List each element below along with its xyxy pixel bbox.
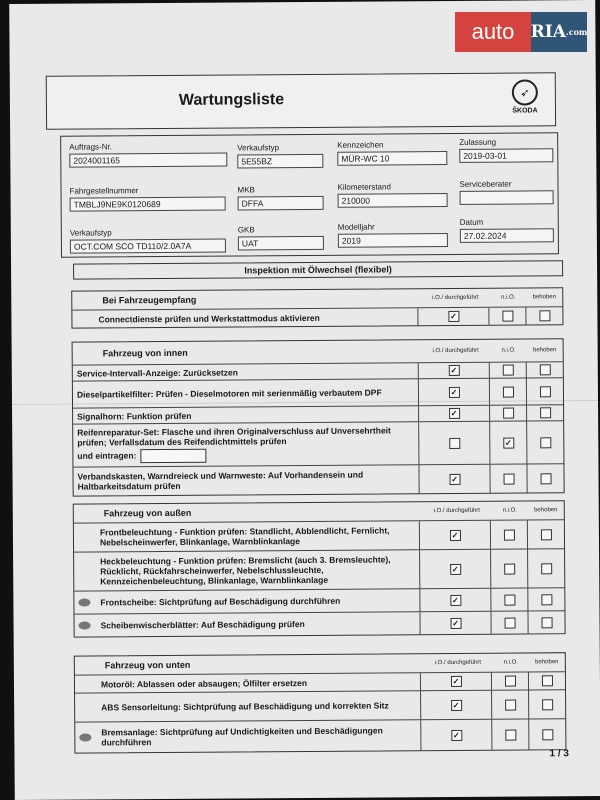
row-text	[74, 589, 419, 613]
watermark-ria-text: RIA	[530, 22, 566, 42]
field-label: Zulassung	[459, 137, 497, 147]
checkbox-io[interactable]: ✓	[449, 529, 460, 540]
checkbox-nio[interactable]	[505, 699, 516, 710]
eye-icon	[78, 599, 90, 607]
field-label: Modelljahr	[337, 222, 375, 232]
checklist-row	[72, 306, 562, 327]
cell-behoben	[526, 378, 563, 404]
field-label: Auftrags-Nr.	[69, 142, 112, 152]
field-value: 2019	[338, 233, 448, 248]
checkbox-nio[interactable]	[503, 473, 514, 484]
col-behoben: behoben	[535, 659, 559, 666]
col-behoben: behoben	[532, 294, 556, 301]
section-header	[72, 288, 562, 309]
cell-nio	[491, 690, 528, 718]
checkbox-io[interactable]	[449, 437, 460, 448]
cell-io	[419, 612, 490, 634]
col-behoben: behoben	[534, 507, 558, 514]
cell-behoben	[526, 421, 563, 463]
checkbox-nio[interactable]	[502, 386, 513, 397]
checklist-row	[73, 404, 563, 423]
cell-io	[417, 308, 488, 325]
field-label: GKB	[237, 225, 255, 235]
col-io: i.O./ durchgeführt	[432, 347, 479, 355]
field-zulassung	[459, 137, 553, 163]
field-label: Datum	[459, 217, 484, 227]
cell-io	[420, 673, 491, 690]
section-title: Fahrzeug von innen	[102, 347, 188, 359]
checkbox-io[interactable]: ✓	[450, 676, 461, 687]
section-title: Bei Fahrzeugempfang	[102, 294, 197, 306]
col-io: i.O./ durchgeführt	[433, 507, 480, 515]
skoda-logo-text: ŠKODA	[512, 107, 538, 115]
cell-behoben	[526, 464, 563, 492]
checkbox-nio[interactable]	[504, 617, 515, 628]
inspection-title: Inspektion mit Ölwechsel (flexibel)	[73, 260, 563, 279]
cell-io	[419, 521, 490, 549]
field-value: 2019-03-01	[459, 148, 553, 163]
checklist-row	[75, 689, 565, 721]
field-value: TMBLJ9NE9K0120689	[70, 197, 226, 212]
vehicle-info	[60, 132, 559, 257]
row-text	[73, 422, 418, 466]
cell-nio	[489, 362, 526, 377]
checkbox-io[interactable]: ✓	[448, 365, 459, 376]
section-title: Fahrzeug von unten	[104, 659, 191, 671]
field-kennzeichen	[337, 140, 447, 166]
col-nio: n.i.O.	[501, 347, 516, 354]
field-label: MKB	[237, 185, 255, 195]
cell-io	[418, 406, 489, 421]
checkbox-behoben[interactable]	[542, 729, 553, 740]
field-label: Serviceberater	[459, 179, 512, 189]
field-label: Kennzeichen	[337, 140, 384, 150]
checkbox-nio[interactable]	[505, 729, 516, 740]
checkbox-nio[interactable]	[503, 408, 514, 419]
checklist-row	[74, 519, 564, 551]
cell-io	[418, 363, 489, 378]
checkbox-io[interactable]: ✓	[450, 563, 461, 574]
cell-nio	[489, 421, 526, 463]
checkbox-behoben[interactable]	[542, 699, 553, 710]
cell-io	[418, 465, 489, 493]
field-label: Fahrgestellnummer	[69, 186, 139, 196]
checklist-row	[73, 463, 563, 495]
checkbox-nio[interactable]	[504, 676, 515, 687]
cell-behoben	[527, 549, 564, 587]
row-label: Heckbeleuchtung - Funktion prüfen: Bremslicht (auch 3. Bremsleuchte), Rücklicht, Rückfahrscheinwerfer, Nebelschlussleuchte, Kennzeichenbeleuchtung, Blinkanlage, Warnblinkanlage	[100, 554, 391, 587]
checklist-row	[75, 671, 565, 692]
watermark-ria	[531, 12, 587, 52]
field-mkb	[238, 185, 324, 211]
row-sublabel: und eintragen:	[77, 450, 137, 461]
skoda-logo-icon: ➶	[512, 79, 538, 105]
field-value: 5E55BZ	[237, 154, 323, 169]
checkbox-behoben[interactable]	[540, 473, 551, 484]
row-text: Verbandskasten, Warndreieck und Warnweste: Auf Vorhandensein und Haltbarkeitsdatum prüfen	[77, 469, 364, 492]
checkbox-nio[interactable]	[502, 311, 513, 322]
row-label: Frontbeleuchtung - Funktion prüfen: Standlicht, Abblendlicht, Fernlicht, Nebelscheinwerfer, Blinkanlage, Warnblinkanlage	[99, 525, 390, 548]
checkbox-behoben[interactable]	[539, 386, 550, 397]
field-auftrags-nr	[69, 142, 227, 168]
row-text	[74, 550, 419, 590]
checklist-row	[74, 587, 564, 613]
field-fahrgestellnummer	[70, 186, 226, 212]
eye-icon	[79, 733, 91, 741]
col-nio: n.i.O.	[501, 294, 516, 301]
title-box	[46, 72, 556, 130]
checkbox-io[interactable]: ✓	[449, 473, 460, 484]
cell-behoben	[527, 611, 564, 633]
checkbox-nio[interactable]	[504, 594, 515, 605]
field-value: 210000	[338, 193, 448, 208]
cell-io	[419, 550, 490, 588]
cell-nio	[491, 672, 528, 689]
autoria-watermark	[455, 12, 587, 52]
row-text: Signalhorn: Funktion prüfen	[77, 410, 192, 422]
cell-behoben	[525, 307, 562, 324]
checklist-row	[73, 361, 563, 380]
cell-io	[419, 589, 490, 611]
date-entry-box[interactable]	[140, 449, 206, 463]
col-io: i.O./ durchgeführt	[432, 294, 479, 302]
cell-nio	[489, 405, 526, 420]
field-verkaufstyp	[237, 143, 323, 169]
field-label: Kilometerstand	[337, 182, 391, 192]
cell-io	[420, 720, 491, 750]
field-serviceberater	[459, 179, 553, 205]
checkbox-io[interactable]: ✓	[451, 699, 462, 710]
section-aussen	[73, 500, 566, 637]
watermark-auto: auto	[455, 12, 531, 52]
checkbox-behoben[interactable]	[541, 594, 552, 605]
field-kilometerstand	[337, 182, 447, 208]
field-value: DFFA	[238, 196, 324, 211]
document-sheet	[9, 0, 600, 800]
checkbox-io[interactable]: ✓	[448, 311, 459, 322]
cell-nio	[488, 307, 525, 324]
checklist-row	[73, 377, 563, 407]
cell-nio	[490, 611, 527, 633]
field-value	[460, 190, 554, 205]
field-verkaufstyp-2	[70, 228, 226, 254]
section-innen	[72, 338, 565, 496]
row-label: Bremsanlage: Sichtprüfung auf Undichtigkeiten und Beschädigungen durchführen	[101, 725, 383, 748]
checkbox-behoben[interactable]	[541, 563, 552, 574]
checkbox-io[interactable]: ✓	[451, 729, 462, 740]
field-datum	[460, 217, 554, 243]
section-fahrzeugempfang	[71, 287, 563, 328]
checkbox-behoben[interactable]	[539, 364, 550, 375]
checkbox-io[interactable]: ✓	[450, 594, 461, 605]
cell-nio	[490, 588, 527, 610]
cell-io	[418, 422, 489, 464]
cell-io	[418, 379, 489, 405]
row-text: Service-Intervall-Anzeige: Zurücksetzen	[76, 366, 238, 379]
cell-behoben	[526, 405, 563, 420]
checkbox-behoben[interactable]	[540, 529, 551, 540]
cell-behoben	[528, 719, 565, 749]
col-behoben: behoben	[532, 347, 557, 354]
skoda-logo	[507, 79, 543, 114]
field-modelljahr	[338, 222, 448, 248]
row-label: Reifenreparatur-Set: Flasche und ihren Originalverschluss auf Unversehrtheit prüfen; Verfallsdatum des Reifendichtmittels prüfen	[77, 425, 391, 448]
checkbox-behoben[interactable]	[539, 310, 550, 321]
cell-behoben	[526, 362, 563, 377]
checkbox-behoben[interactable]	[540, 437, 551, 448]
row-label: Scheibenwischerblätter: Auf Beschädigung prüfen	[100, 619, 305, 631]
eye-icon	[79, 622, 91, 630]
section-header	[75, 653, 565, 674]
cell-behoben	[528, 690, 565, 718]
row-label: Connectdienste prüfen und Werkstattmodus aktivieren	[98, 312, 320, 324]
cell-io	[420, 691, 491, 719]
checkbox-nio[interactable]	[503, 529, 514, 540]
row-text: Dieselpartikelfilter: Prüfen - Dieselmotoren mit serienmäßig verbautem DPF	[76, 387, 382, 400]
checkbox-nio[interactable]: ✓	[503, 437, 514, 448]
cell-nio	[490, 520, 527, 548]
cell-nio	[491, 719, 528, 749]
row-sublabel-wrap	[77, 449, 206, 464]
field-value: 2024001165	[69, 153, 227, 168]
checklist-row	[75, 718, 565, 752]
section-title: Fahrzeug von außen	[103, 507, 192, 519]
row-text	[75, 691, 420, 721]
checkbox-behoben[interactable]	[540, 407, 551, 418]
cell-behoben	[528, 672, 565, 689]
cell-nio	[490, 549, 527, 587]
checkbox-nio[interactable]	[504, 563, 515, 574]
col-io: i.O./ durchgeführt	[434, 659, 482, 667]
row-text	[74, 612, 419, 636]
col-nio: n.i.O.	[502, 507, 517, 514]
cell-behoben	[527, 520, 564, 548]
checkbox-io[interactable]: ✓	[450, 617, 461, 628]
row-label: Frontscheibe: Sichtprüfung auf Beschädigung durchführen	[100, 595, 341, 608]
field-value: 27.02.2024	[460, 228, 554, 243]
field-label: Verkaufstyp	[69, 228, 112, 238]
row-text	[75, 720, 420, 752]
col-nio: n.i.O.	[503, 659, 519, 666]
field-value: MÜR-WC 10	[337, 151, 447, 166]
field-value: OCT.COM SCO TD110/2.0A7A	[70, 239, 226, 254]
checkbox-behoben[interactable]	[541, 675, 552, 686]
checkbox-behoben[interactable]	[541, 617, 552, 628]
row-label: Motoröl: Ablassen oder absaugen; Ölfilter ersetzen	[100, 677, 308, 689]
cell-nio	[489, 378, 526, 404]
checkbox-io[interactable]: ✓	[448, 386, 459, 397]
row-text	[74, 521, 419, 551]
checkbox-io[interactable]: ✓	[449, 408, 460, 419]
cell-behoben	[527, 588, 564, 610]
checklist-row	[73, 420, 563, 466]
field-value: UAT	[238, 236, 324, 251]
checklist-row	[74, 610, 564, 636]
section-header	[73, 339, 563, 364]
page-title: Wartungsliste	[178, 91, 285, 109]
row-label: ABS Sensorleitung: Sichtprüfung auf Beschädigung und korrekten Sitz	[101, 700, 389, 713]
checkbox-nio[interactable]	[502, 365, 513, 376]
section-header	[74, 501, 564, 522]
field-label: Verkaufstyp	[237, 143, 280, 153]
row-text	[72, 308, 417, 327]
page-number: 1 / 3	[549, 748, 569, 760]
watermark-ria-suffix: .com	[565, 27, 588, 37]
checklist-row	[74, 548, 564, 590]
cell-nio	[489, 464, 526, 492]
row-text	[75, 673, 420, 692]
section-unten	[74, 652, 567, 753]
field-gkb	[238, 225, 324, 251]
